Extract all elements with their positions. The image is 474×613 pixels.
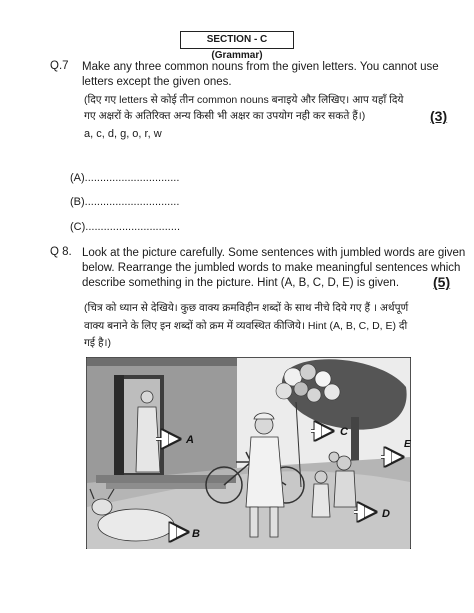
section-title: SECTION - C (Grammar)	[180, 31, 294, 49]
q7-text: Make any three common nouns from the given letters. You cannot use letters except the given ones.	[82, 61, 439, 88]
answer-blank-c: (C)...............................	[70, 221, 181, 233]
q7-hindi-line1: (दिए गए letters से कोई तीन common nouns बनाइये और लिखिए। आप यहाँ दिये	[84, 94, 404, 106]
picture-label-d: D	[382, 508, 390, 520]
q8-hindi-line1: (चित्र को ध्यान से देखिये। कुछ वाक्य क्रमविहीन शब्दों के साथ नीचे दिये गए हैं । अर्थपूर्ण	[84, 302, 409, 314]
q7-hindi-line2: गए अक्षरों के अतिरिक्त अन्य किसी भी अक्षर का उपयोग नही कर सकते हैं।)	[84, 110, 366, 122]
q8-text-line3: describe something in the picture. Hint (A, B, C, D, E) is given.	[82, 277, 400, 289]
answer-blank-a: (A)...............................	[70, 172, 180, 184]
answer-blank-b: (B)...............................	[70, 196, 180, 208]
q8-marks: (5)	[433, 274, 451, 290]
picture-label-c: C	[340, 426, 348, 438]
q7-marks: (3)	[430, 108, 448, 124]
q7-letters: a, c, d, g, o, r, w	[84, 128, 162, 140]
picture-label-e: E	[404, 439, 411, 450]
q8-text-line1: Look at the picture carefully. Some sentences with jumbled words are given	[82, 247, 466, 259]
q8-hindi-line2: वाक्य बनाने के लिए इन शब्दों को क्रम में व्यवस्थित कीजिये। Hint (A, B, C, D, E) दी	[84, 320, 408, 332]
picture-label-a: A	[186, 434, 194, 446]
q7-number: Q.7	[50, 60, 69, 72]
q8-text-line2: below. Rearrange the jumbled words to make meaningful sentences which	[82, 262, 461, 274]
q8-number: Q 8.	[50, 246, 72, 258]
village-scene-picture	[86, 357, 411, 549]
q8-hindi-line3: गई है।)	[84, 337, 112, 349]
picture-label-b: B	[192, 528, 200, 540]
